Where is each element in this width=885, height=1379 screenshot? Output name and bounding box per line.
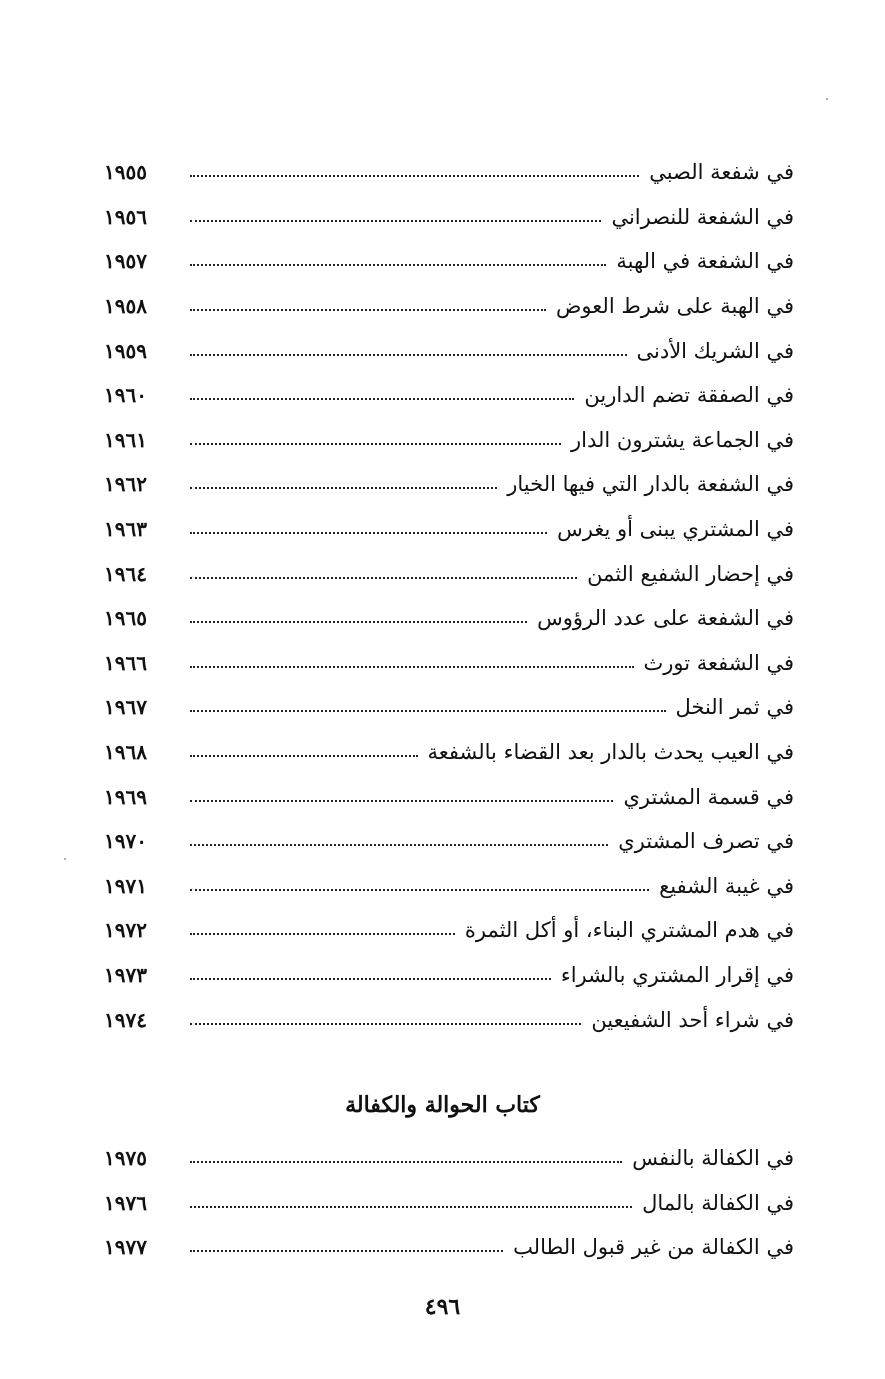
leader-dots — [190, 487, 497, 489]
leader-dots — [190, 577, 577, 579]
toc-entry-number: ١٩٥٧ — [104, 249, 147, 274]
toc-entry — [104, 195, 794, 240]
toc-entry — [104, 1181, 794, 1226]
toc-entry-title: في هدم المشتري البناء، أو أكل الثمرة — [464, 918, 794, 943]
toc-entry-number: ١٩٦٧ — [104, 695, 147, 720]
toc-entry — [104, 908, 794, 953]
toc-entry-title: في الشفعة في الهبة — [616, 249, 794, 274]
leader-dots — [190, 978, 551, 980]
toc-entry-number: ١٩٦١ — [104, 427, 147, 452]
toc-entry-title: في غيبة الشفيع — [659, 873, 794, 898]
leader-dots — [190, 264, 606, 266]
leader-dots — [190, 220, 601, 222]
toc-entry-number: ١٩٧٢ — [104, 918, 147, 943]
toc-entry — [104, 284, 794, 329]
toc-entry-number: ١٩٦٨ — [104, 740, 147, 765]
toc-entry — [104, 418, 794, 463]
leader-dots — [190, 532, 547, 534]
toc-entry-title: في العيب يحدث بالدار بعد القضاء بالشفعة — [427, 740, 794, 765]
toc-entry-title: في الكفالة من غير قبول الطالب — [513, 1235, 794, 1260]
toc-entry — [104, 239, 794, 284]
toc-entry-title: في شراء أحد الشفيعين — [591, 1007, 794, 1032]
leader-dots — [190, 443, 561, 445]
toc-entry-number: ١٩٥٥ — [104, 160, 147, 185]
leader-dots — [190, 621, 527, 623]
toc-entry-title: في الكفالة بالمال — [642, 1190, 794, 1215]
toc-entry — [104, 1136, 794, 1181]
leader-dots — [190, 889, 649, 891]
toc-entry — [104, 685, 794, 730]
toc-entry-title: في الشفعة تورث — [643, 650, 794, 675]
toc-entry — [104, 819, 794, 864]
toc-entry-title: في الشريك الأدنى — [636, 338, 794, 363]
toc-entry-number: ١٩٦٩ — [104, 784, 147, 809]
scan-speck — [826, 98, 828, 100]
toc-entry-number: ١٩٥٨ — [104, 294, 147, 319]
toc-entry — [104, 328, 794, 373]
toc-entry-number: ١٩٧١ — [104, 873, 147, 898]
toc-entry-title: في المشتري يبنى أو يغرس — [557, 517, 794, 542]
toc-entry — [104, 774, 794, 819]
toc-entry-title: في الشفعة على عدد الرؤوس — [537, 606, 794, 631]
toc-entry-number: ١٩٦٢ — [104, 472, 147, 497]
toc-entry — [104, 641, 794, 686]
toc-entry-title: في إحضار الشفيع الثمن — [587, 561, 794, 586]
leader-dots — [190, 755, 418, 757]
toc-entry-number: ١٩٧٧ — [104, 1235, 147, 1260]
leader-dots — [190, 800, 613, 802]
toc-entry-title: في الهبة على شرط العوض — [556, 294, 794, 319]
section-heading: كتاب الحوالة والكفالة — [345, 1092, 540, 1118]
leader-dots — [190, 710, 666, 712]
toc-entry-title: في الشفعة بالدار التي فيها الخيار — [507, 472, 794, 497]
toc-entry-title: في الجماعة يشترون الدار — [571, 427, 794, 452]
leader-dots — [190, 933, 455, 935]
leader-dots — [190, 844, 608, 846]
toc-entry-number: ١٩٧٠ — [104, 829, 147, 854]
leader-dots — [190, 175, 639, 177]
toc-entry — [104, 373, 794, 418]
leader-dots — [190, 309, 546, 311]
toc-entry-number: ١٩٦٥ — [104, 606, 147, 631]
toc-entry — [104, 596, 794, 641]
toc-entry-title: في الكفالة بالنفس — [632, 1146, 794, 1171]
toc-entry — [104, 997, 794, 1042]
leader-dots — [190, 398, 574, 400]
toc-entry-number: ١٩٧٥ — [104, 1146, 147, 1171]
toc-entry — [104, 150, 794, 195]
toc-entry — [104, 551, 794, 596]
toc-entry-title: في تصرف المشتري — [618, 829, 794, 854]
toc-entry — [104, 953, 794, 998]
leader-dots — [190, 354, 627, 356]
toc-entry-number: ١٩٥٩ — [104, 338, 147, 363]
leader-dots — [190, 1161, 622, 1163]
leader-dots — [190, 1206, 632, 1208]
toc-entry-number: ١٩٧٤ — [104, 1007, 147, 1032]
toc-entry-title: في الصفقة تضم الدارين — [584, 383, 794, 408]
toc-entry-title: في الشفعة للنصراني — [611, 204, 794, 229]
toc-entry-number: ١٩٦٦ — [104, 650, 147, 675]
page-number: ٤٩٦ — [424, 1294, 461, 1320]
toc-entry — [104, 507, 794, 552]
toc-entry-number: ١٩٦٠ — [104, 383, 147, 408]
toc-entry-title: في إقرار المشتري بالشراء — [560, 962, 794, 987]
toc-entry — [104, 864, 794, 909]
leader-dots — [190, 666, 634, 668]
toc-entry-number: ١٩٧٣ — [104, 962, 147, 987]
toc-entry — [104, 730, 794, 775]
toc-entry-title: في ثمر النخل — [675, 695, 794, 720]
toc-entry-number: ١٩٧٦ — [104, 1190, 147, 1215]
leader-dots — [190, 1250, 503, 1252]
leader-dots — [190, 1023, 581, 1025]
toc-entry-number: ١٩٦٣ — [104, 517, 147, 542]
toc-entry-number: ١٩٥٦ — [104, 204, 147, 229]
toc-entry — [104, 1225, 794, 1270]
toc-list-section — [104, 1136, 794, 1270]
toc-list — [104, 150, 794, 1042]
scan-speck — [64, 858, 66, 860]
toc-entry-title: في قسمة المشتري — [623, 784, 794, 809]
toc-entry-number: ١٩٦٤ — [104, 561, 147, 586]
toc-entry — [104, 462, 794, 507]
toc-entry-title: في شفعة الصبي — [649, 160, 794, 185]
